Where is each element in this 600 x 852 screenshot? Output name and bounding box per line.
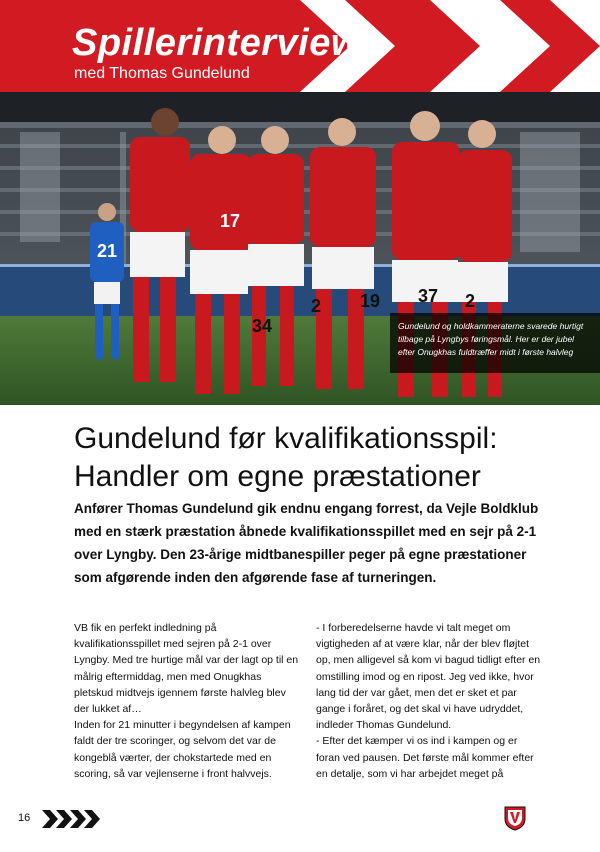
headline-line: Handler om egne præstationer: [74, 460, 481, 493]
article-lead: Anfører Thomas Gundelund gik endnu engang forrest, da Vejle Boldklub med en stærk præstation åbnede kvalifikationsspillet med en sejr på 2-1 over Lyngby. Den 23-årige midtbanespiller peger på egne præstationer som afgørende inden den afgørende fase af turneringen.: [74, 501, 539, 585]
chevron-right-icon: [70, 810, 86, 828]
page-number: 16: [18, 812, 31, 824]
chevron-right-icon: [56, 810, 72, 828]
article-headline: [74, 420, 574, 496]
body-paragraph: Inden for 21 minutter i begyndelsen af kampen faldt der tre scoringer, og selvom det var de kongeblå værter, der chokstartede med en scoring, så var vejlenserne i front halvvejs.: [74, 719, 291, 780]
chevron-right-icon: [430, 0, 550, 92]
chevron-right-icon: [42, 810, 58, 828]
celebration-photo: [0, 92, 600, 405]
club-crest-icon: [504, 805, 526, 831]
shirt-number: 34: [251, 316, 273, 336]
chevron-right-icon: [84, 810, 100, 828]
caption-line: Gundelund og holdkammeraterne svarede hurtigt: [398, 321, 584, 331]
body-column-left: [74, 620, 302, 782]
headline-line: Gundelund før kvalifikationsspil:: [74, 422, 498, 455]
body-column-right: [316, 620, 544, 782]
chevron-right-icon: [550, 0, 600, 92]
page-section-title: Spillerinterview: [72, 22, 361, 64]
section-subtitle: med Thomas Gundelund: [74, 65, 250, 82]
shirt-number: 2: [310, 296, 322, 316]
body-paragraph: - I forberedelserne havde vi talt meget om vigtigheden af at være klar, når der blev fløjtet op, men alligevel så kom vi bagud tidligt efter en omstilling imod og en ripost. Jeg ved ikke, hvor lang tid der var gået, men det er sket et par gange i foråret, og det skal vi have udryddet, indleder Thomas Gundelund.: [316, 622, 541, 732]
body-paragraph: VB fik en perfekt indledning på kvalifikationsspillet med sejren på 2-1 over Lyngby. Med tre hurtige mål var der lagt op til en målrig eftermiddag, men med Onugkhas pletskud midtvejs igennem første halvleg blev der lukket af…: [74, 622, 299, 716]
shirt-number: 19: [359, 291, 381, 311]
header-band: [0, 0, 600, 92]
caption-line: tilbage på Lyngbys føringsmål. Her er der jubel: [398, 334, 575, 344]
footer-chevrons: [0, 810, 100, 828]
photo-caption: [390, 313, 600, 373]
shirt-number: 37: [417, 286, 439, 306]
caption-line: efter Onugkhas fuldtræffer midt i første halvleg: [398, 347, 574, 357]
shirt-number: 17: [219, 211, 241, 231]
body-paragraph: - Efter det kæmper vi os ind i kampen og er foran ved pausen. Det første mål kommer efter en detalje, som vi har arbejdet meget på: [316, 735, 534, 780]
shirt-number: 21: [96, 241, 118, 261]
shirt-number: 2: [464, 291, 476, 311]
